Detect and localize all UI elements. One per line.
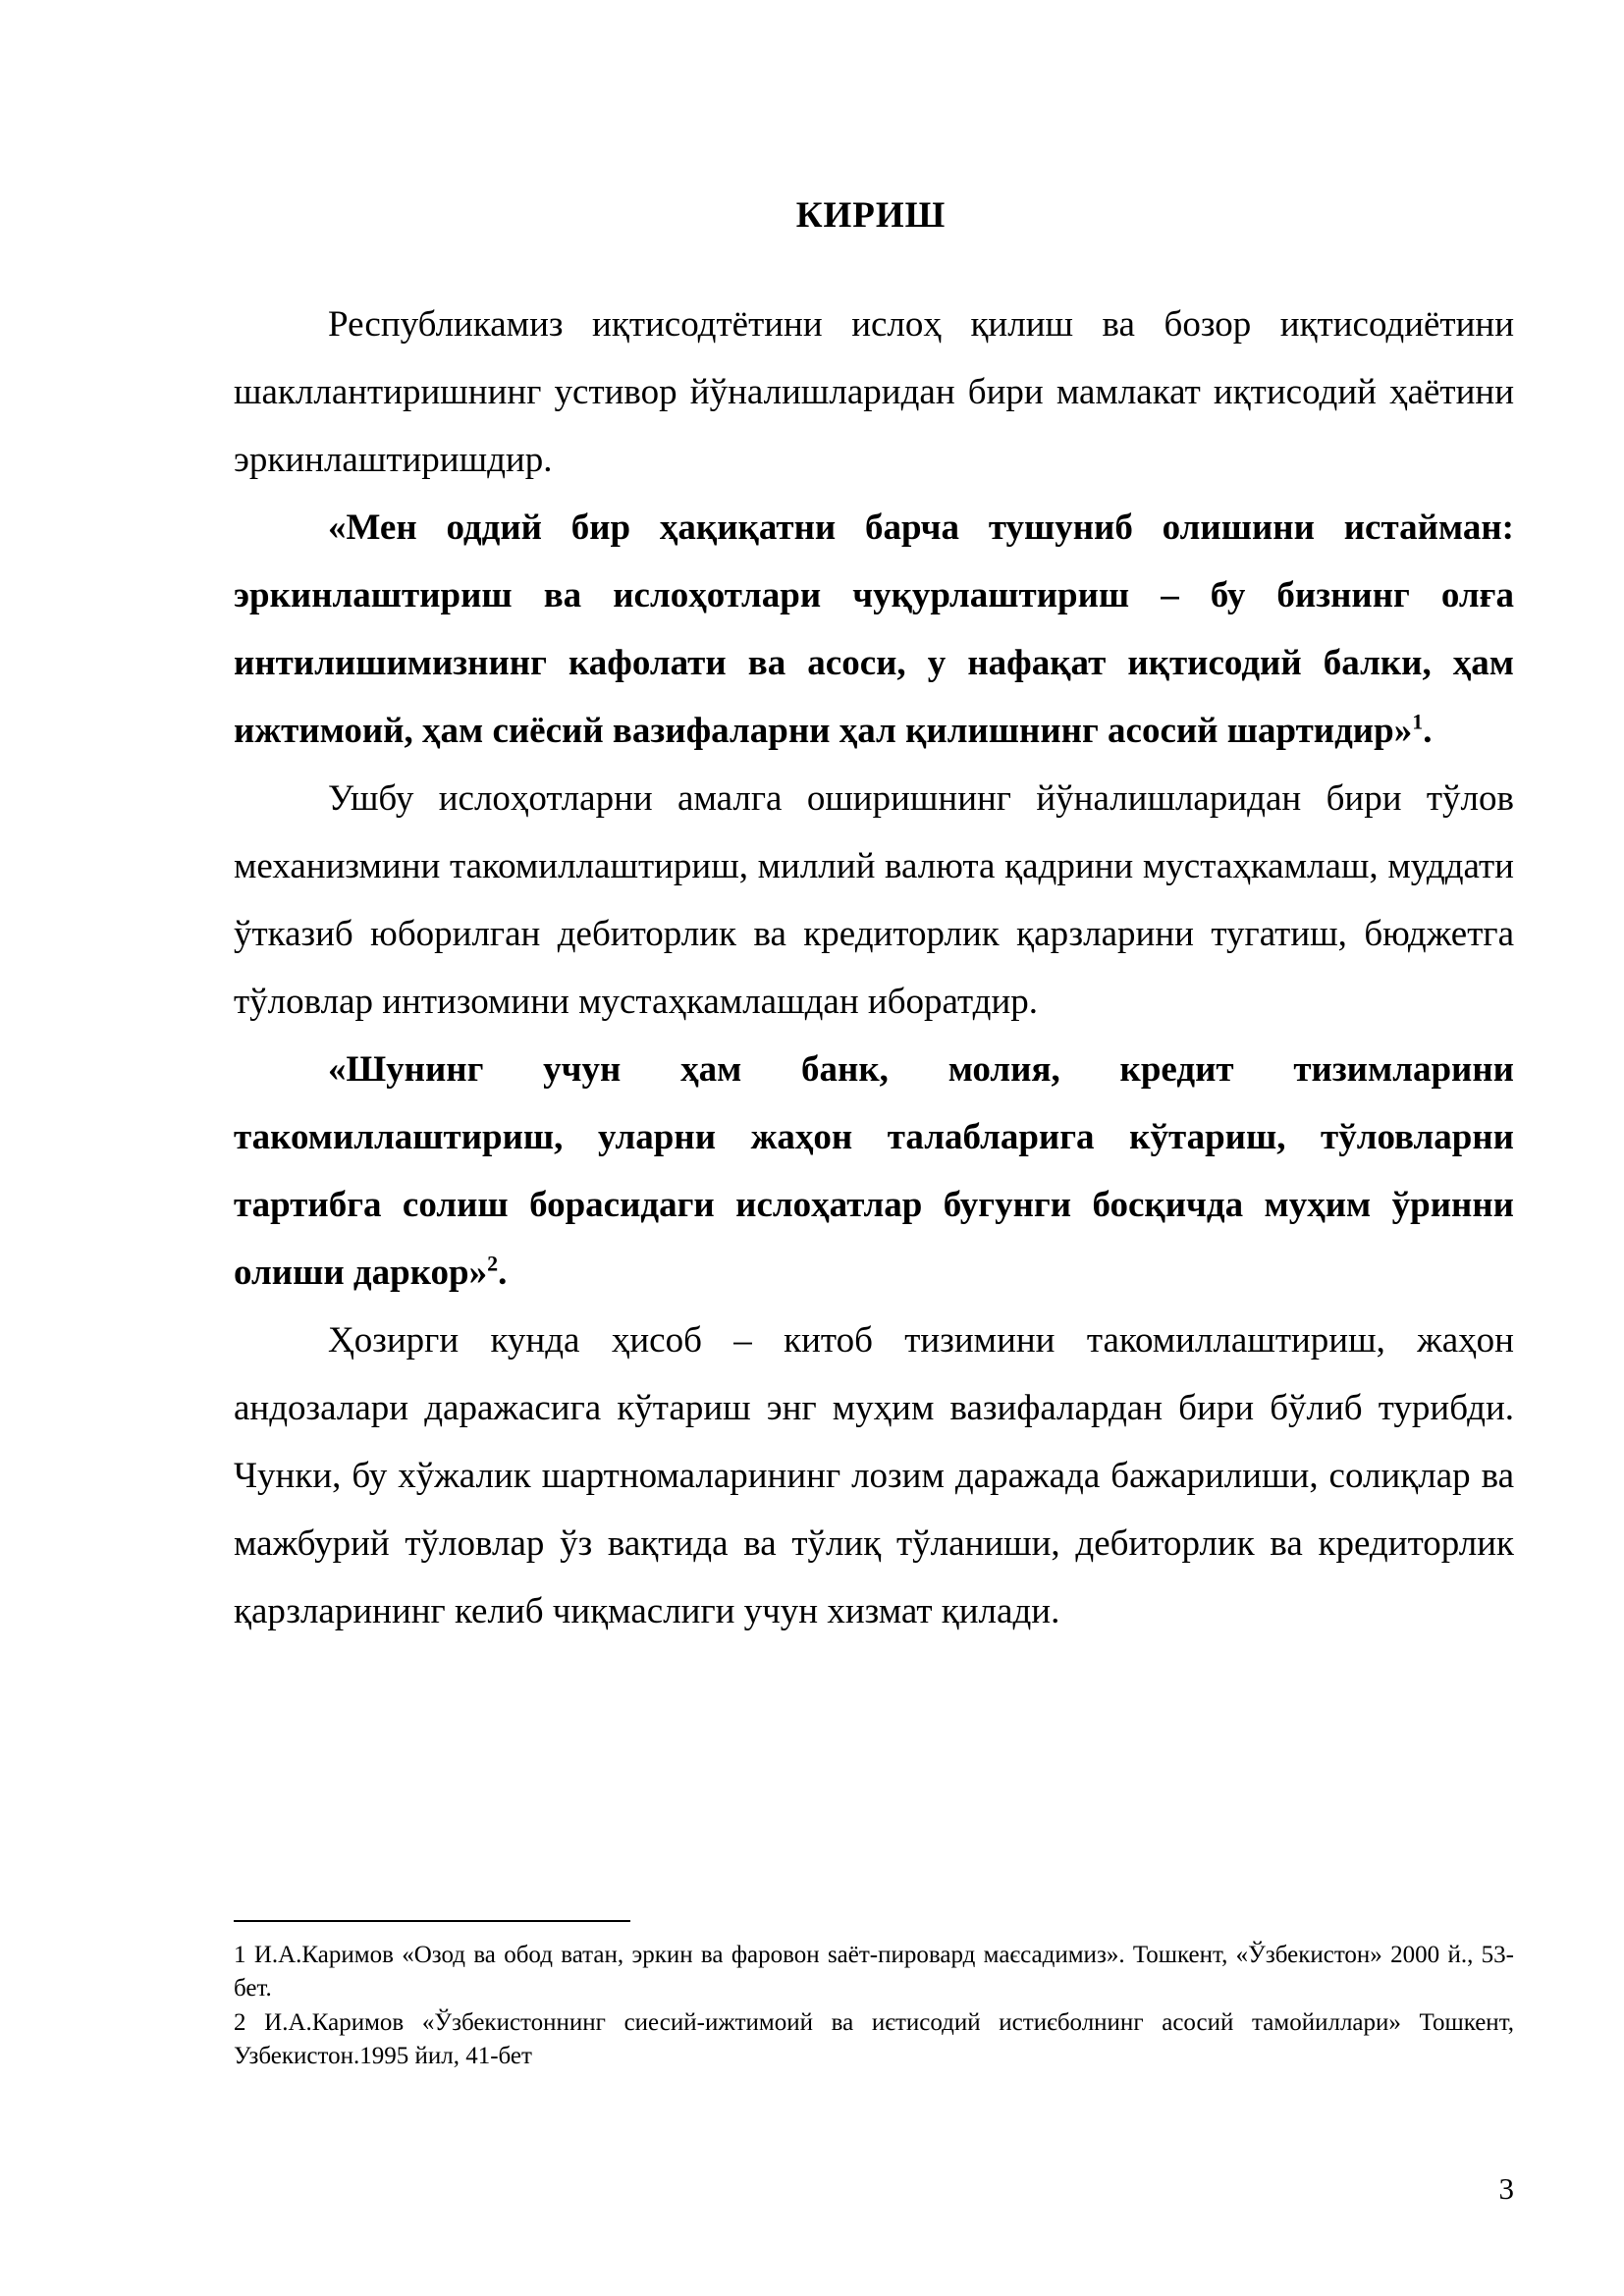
paragraph-reforms <box>234 765 1514 1036</box>
paragraph-intro <box>234 291 1514 494</box>
paragraph-end-punct: . <box>498 1253 508 1293</box>
page-title: КИРИШ <box>795 195 947 236</box>
body-text <box>234 291 1514 1645</box>
paragraph-settlement <box>234 1307 1514 1645</box>
paragraph-text: Ушбу ислоҳотларни амалга оширишнинг йўналишларидан бири тўлов механизмини такомиллаштириш, миллий валюта қадрини мустаҳкамлаш, муддати ўтказиб юборилган дебиторлик ва кредиторлик қарзларини тугатиш, бюджетга тўловлар интизомини мустаҳкамлашдан иборатдир. <box>234 778 1514 1022</box>
footnotes <box>234 1939 1514 2074</box>
quote-paragraph-2 <box>234 1036 1514 1307</box>
footnote-1: 1 И.А.Каримов «Озод ва обод ватан, эркин ва фаровон saёт-пировард маєсадимиз». Тошкент, «Ўзбекистон» 2000 й., 53-бет. <box>234 1942 1514 2002</box>
paragraph-text: Республикамиз иқтисодтётини ислоҳ қилиш ва бозор иқтисодиётини шакллантиришнинг устивор йўналишларидан бири мамлакат иқтисодий ҳаётини эркинлаштиришдир. <box>234 304 1514 480</box>
paragraph-text: Ҳозирги кунда ҳисоб – китоб тизимини такомиллаштириш, жаҳон андозалари даражасига кўтариш энг муҳим вазифалардан бири бўлиб турибди. Чунки, бу хўжалик шартномаларининг лозим даражада бажарилиши, солиқлар ва мажбурий тўловлар ўз вақтида ва тўлиқ тўланиши, дебиторлик ва кредиторлик қарзларининг келиб чиқмаслиги учун хизмат қилади. <box>234 1320 1514 1631</box>
paragraph-end-punct: . <box>1423 711 1433 751</box>
footnote-2: 2 И.А.Каримов «Ўзбекистоннинг сиесий-ижтимоий ва иєтисодий истиєболнинг асосий тамойиллари» Тошкент, Узбекистон.1995 йил, 41-бет <box>234 2009 1514 2069</box>
quote-paragraph-1 <box>234 494 1514 765</box>
footnote-ref-2[interactable]: 2 <box>487 1251 499 1276</box>
footnote-separator <box>234 1920 630 1922</box>
paragraph-text: «Шунинг учун ҳам банк, молия, кредит тизимларини такомиллаштириш, уларни жаҳон талабларига кўтариш, тўловларни тартибга солиш борасидаги ислоҳатлар бугунги босқичда муҳим ўринни олиши даркор» <box>234 1049 1514 1293</box>
paragraph-text: «Мен оддий бир ҳақиқатни барча тушуниб олишини истайман: эркинлаштириш ва ислоҳотлари чуқурлаштириш – бу бизнинг олға интилишимизнинг кафолати ва асоси, у нафақат иқтисодий балки, ҳам ижтимоий, ҳам сиёсий вазифаларни ҳал қилишнинг асосий шартидир» <box>234 507 1514 751</box>
footnote-ref-1[interactable]: 1 <box>1412 709 1424 734</box>
page-number: 3 <box>1498 2171 1514 2206</box>
